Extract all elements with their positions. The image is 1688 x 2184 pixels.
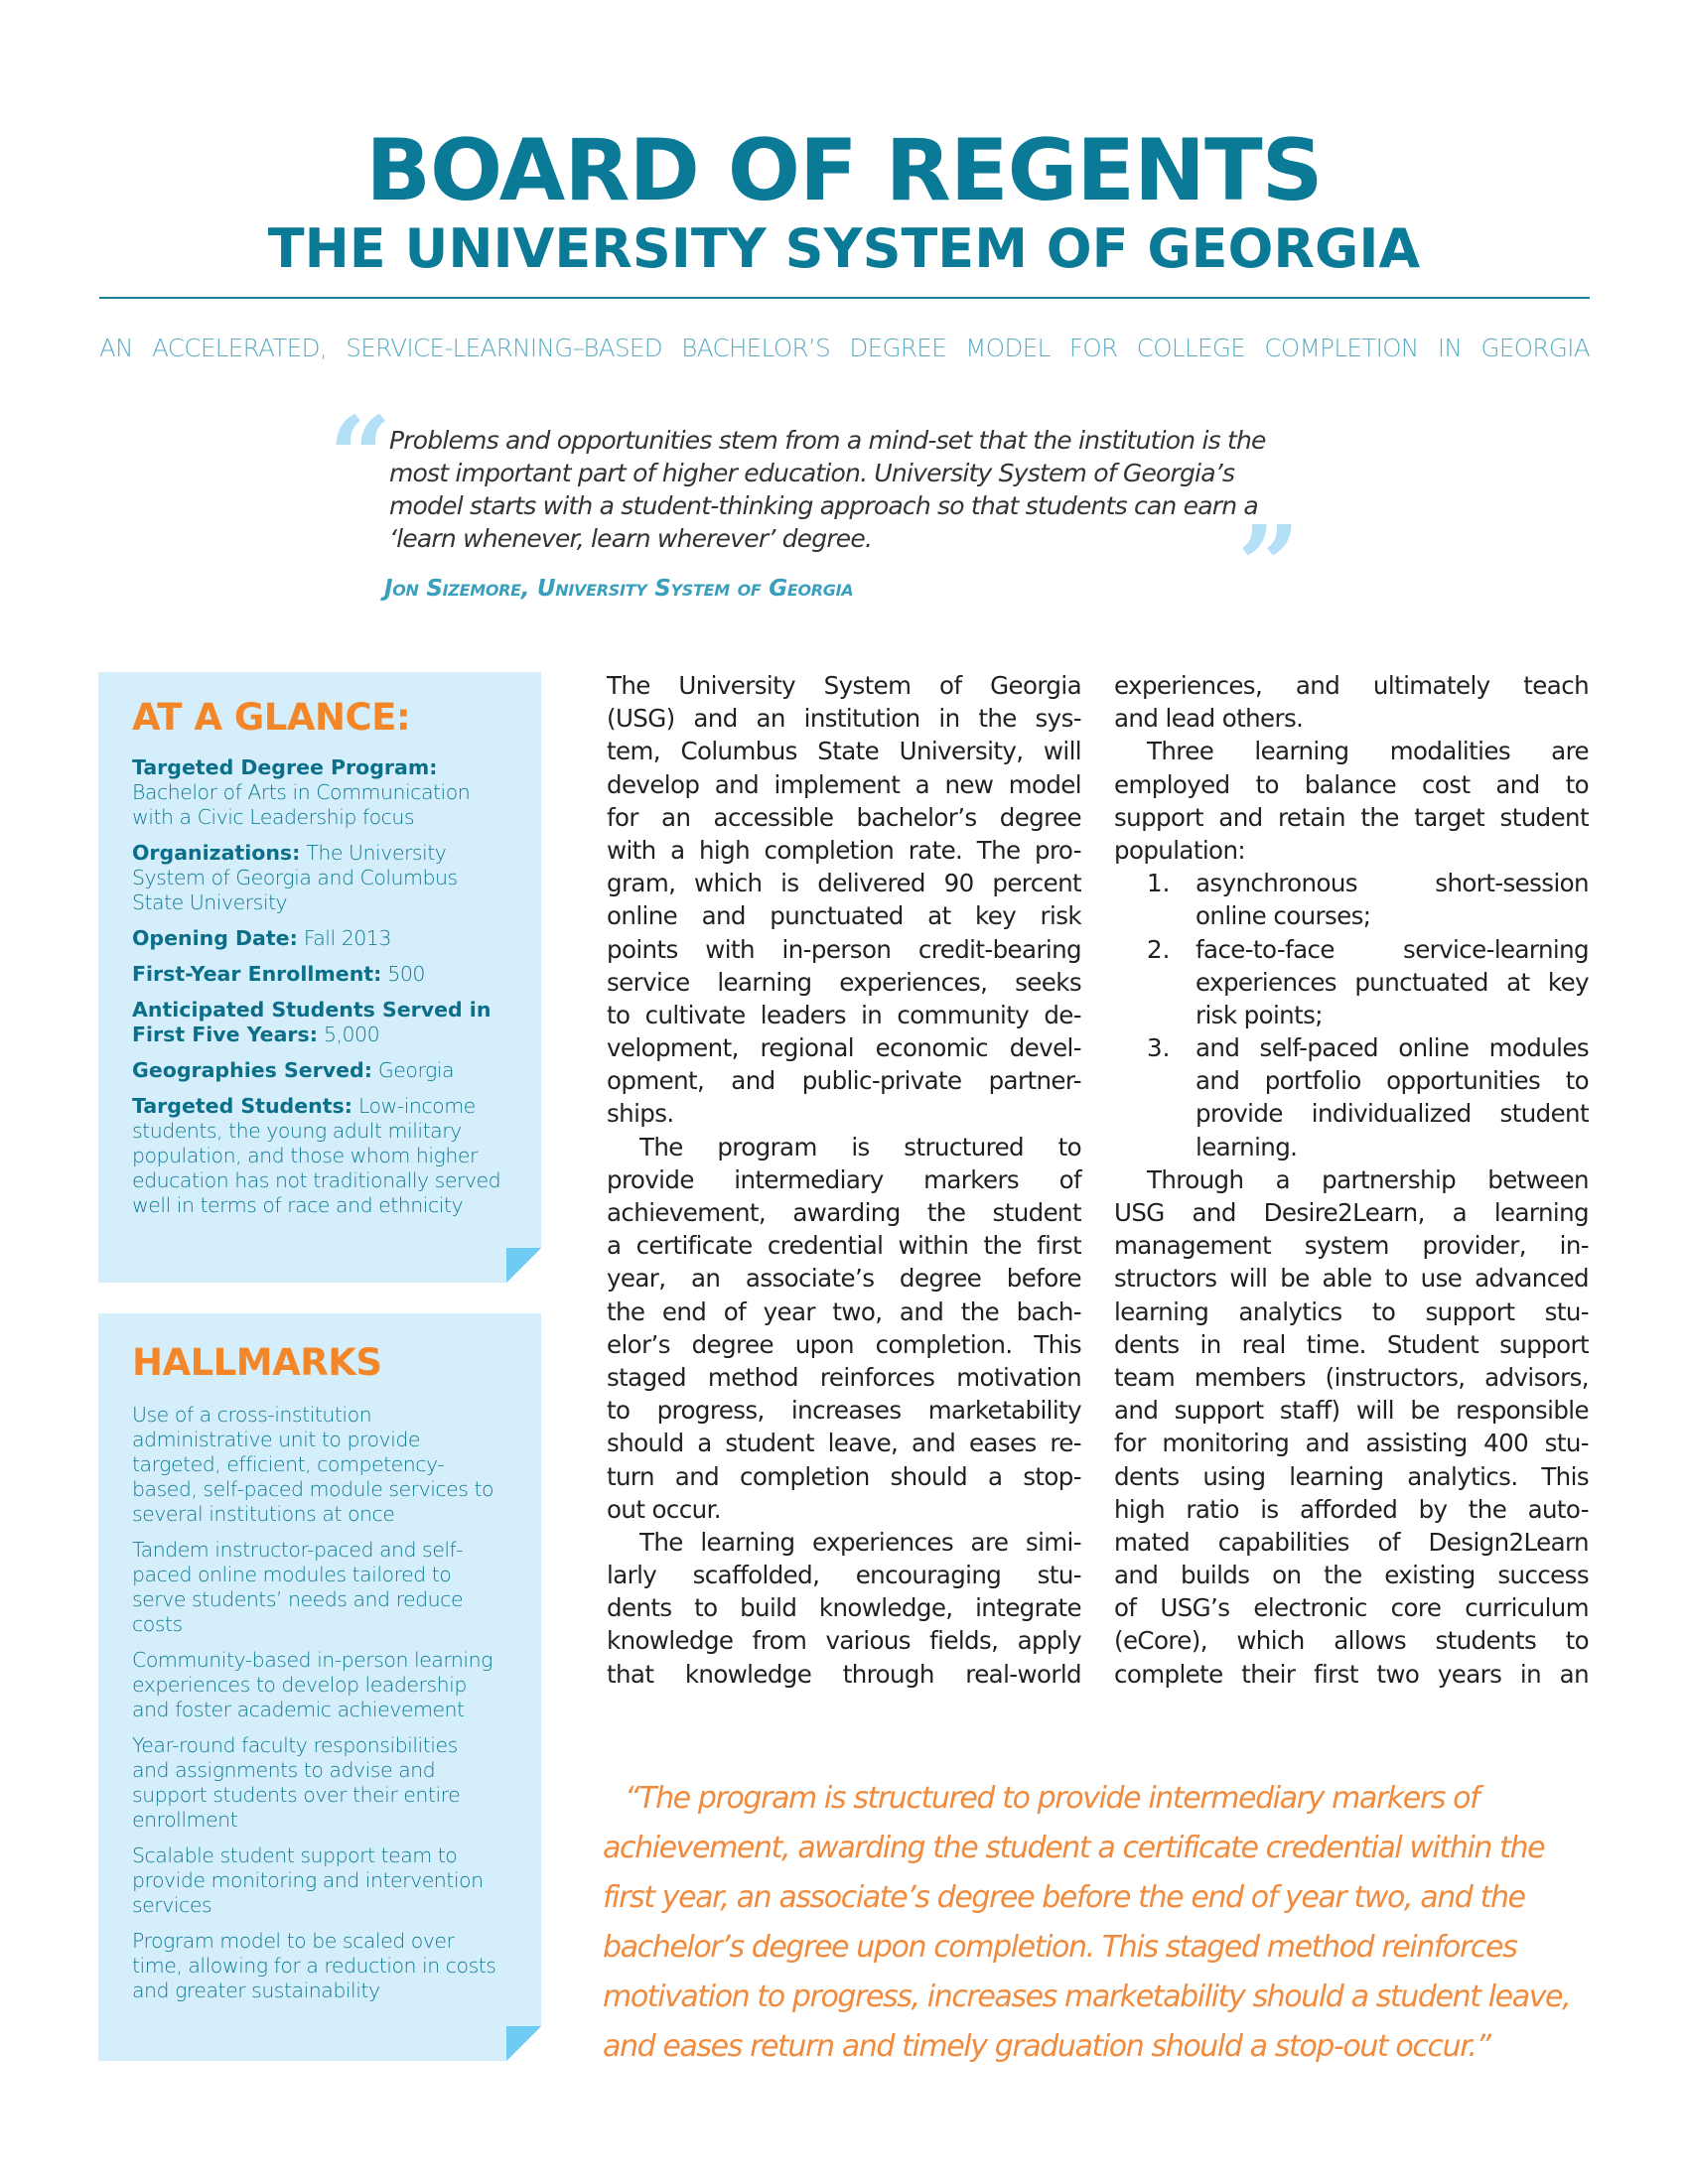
- body-line: USG and Desire2Learn, a learning: [1114, 1198, 1589, 1227]
- body-line: learning.: [1196, 1132, 1298, 1161]
- hallmark-item: [132, 1733, 529, 1833]
- body-line: larly scaffolded, encouraging stu-: [607, 1561, 1081, 1590]
- body-line: (USG) and an institution in the sys-: [607, 704, 1081, 734]
- quote-line: most important part of higher education. University System of Georgia’s: [389, 459, 1235, 487]
- hallmark-line: Year-round faculty responsibilities: [132, 1733, 458, 1757]
- hallmark-item: [132, 1843, 529, 1918]
- hallmark-line: provide monitoring and intervention: [132, 1868, 484, 1892]
- page-fold-corner-icon: [506, 2026, 541, 2061]
- modality-list-item: [1114, 867, 1589, 932]
- close-quote-icon: ”: [1237, 501, 1301, 629]
- body-line: and portfolio opportunities to: [1196, 1066, 1589, 1096]
- at-a-glance-box: [98, 672, 541, 1283]
- quote-line: Problems and opportunities stem from a mind-set that the institution is the: [389, 426, 1266, 455]
- body-line: the end of year two, and the bach-: [607, 1297, 1081, 1326]
- body-line: year, an associate’s degree before: [607, 1264, 1081, 1294]
- list-number: 3.: [1147, 1033, 1171, 1063]
- glance-value: Low-income: [352, 1094, 476, 1118]
- hallmark-line: Scalable student support team to: [132, 1843, 458, 1867]
- hallmark-line: serve students’ needs and reduce: [132, 1587, 464, 1611]
- body-line: velopment, regional economic devel-: [607, 1033, 1081, 1063]
- body-line: to progress, increases marketability: [607, 1396, 1081, 1426]
- body-line: develop and implement a new model: [607, 769, 1081, 799]
- body-line: a certificate credential within the first: [607, 1231, 1081, 1261]
- quote-line: ‘learn whenever, learn wherever’ degree.: [389, 524, 873, 553]
- glance-label: Targeted Students:: [132, 1094, 352, 1118]
- body-line: structors will be able to use advanced: [1114, 1264, 1589, 1294]
- hallmark-line: costs: [132, 1612, 183, 1636]
- hallmark-line: paced online modules tailored to: [132, 1563, 452, 1586]
- modality-list-item: [1114, 1031, 1589, 1163]
- body-line: of USG’s electronic core curriculum: [1114, 1593, 1589, 1623]
- hallmark-line: and assignments to advise and: [132, 1758, 436, 1782]
- body-line: gram, which is delivered 90 percent: [607, 869, 1081, 898]
- page-fold-corner-icon: [506, 1248, 541, 1283]
- at-a-glance-list: [132, 755, 529, 1229]
- list-number: 2.: [1147, 934, 1171, 964]
- intro-quote: [389, 424, 1283, 555]
- glance-value: System of Georgia and Columbus: [132, 866, 458, 889]
- page-title: BOARD OF REGENTS: [365, 121, 1323, 220]
- hallmark-item: [132, 1648, 529, 1722]
- hallmark-line: experiences to develop leadership: [132, 1673, 467, 1697]
- body-line: and self-paced online modules: [1196, 1033, 1589, 1063]
- glance-label: Targeted Degree Program:: [132, 755, 438, 779]
- page-subtitle: THE UNIVERSITY SYSTEM OF GEORGIA: [267, 217, 1421, 280]
- body-line: tem, Columbus State University, will: [607, 737, 1081, 766]
- body-line: opment, and public-private partner-: [607, 1066, 1081, 1096]
- pull-quote-line: achievement, awarding the student a certificate credential within the: [603, 1831, 1545, 1865]
- hallmark-item: [132, 1538, 529, 1637]
- hallmark-line: and greater sustainability: [132, 1979, 380, 2002]
- body-line: experiences, and ultimately teach: [1114, 671, 1589, 700]
- glance-value: 500: [381, 962, 425, 986]
- modality-list-item: [1114, 933, 1589, 1032]
- body-line: for monitoring and assisting 400 stu-: [1114, 1429, 1589, 1458]
- glance-value: State University: [132, 890, 288, 914]
- hallmark-line: several institutions at once: [132, 1502, 395, 1526]
- glance-value: students, the young adult military: [132, 1119, 462, 1143]
- body-line: The program is structured to: [639, 1132, 1081, 1161]
- glance-item-opening-date: [132, 926, 529, 951]
- body-line: points with in-person credit-bearing: [607, 934, 1081, 964]
- glance-value: well in terms of race and ethnicity: [132, 1193, 464, 1217]
- body-line: team members (instructors, advisors,: [1114, 1362, 1589, 1392]
- body-line: to cultivate leaders in community de-: [607, 1000, 1081, 1029]
- glance-item-targeted-students: [132, 1094, 529, 1218]
- glance-label: First-Year Enrollment:: [132, 962, 382, 986]
- body-line: mated capabilities of Design2Learn: [1114, 1527, 1589, 1557]
- glance-value: education has not traditionally served: [132, 1168, 501, 1192]
- body-line: learning analytics to support stu-: [1114, 1297, 1589, 1326]
- pull-quote-line: motivation to progress, increases marketability should a student leave,: [603, 1979, 1571, 2014]
- glance-label: Organizations:: [132, 841, 301, 865]
- body-line: achievement, awarding the student: [607, 1198, 1081, 1227]
- hallmark-line: Tandem instructor-paced and self-: [132, 1538, 464, 1562]
- body-line: population:: [1114, 835, 1246, 865]
- hallmark-line: targeted, efficient, competency-: [132, 1452, 445, 1476]
- glance-label: Geographies Served:: [132, 1058, 372, 1082]
- quote-attribution: Jon Sizemore, University System of Georgia: [384, 576, 854, 602]
- body-line: and builds on the existing success: [1114, 1561, 1589, 1590]
- body-line: knowledge from various fields, apply: [607, 1626, 1081, 1656]
- pull-quote-line: bachelor’s degree upon completion. This staged method reinforces: [603, 1930, 1517, 1965]
- glance-value: population, and those whom higher: [132, 1144, 478, 1167]
- body-line: (eCore), which allows students to: [1114, 1626, 1589, 1656]
- body-line: dents to build knowledge, integrate: [607, 1593, 1081, 1623]
- glance-item-geographies: [132, 1058, 529, 1083]
- body-line: provide individualized student: [1196, 1099, 1589, 1129]
- body-line: experiences punctuated at key: [1196, 967, 1589, 997]
- body-line: Through a partnership between: [1147, 1164, 1589, 1194]
- body-column-2: [1114, 669, 1589, 1691]
- body-line: high ratio is afforded by the auto-: [1114, 1494, 1589, 1524]
- glance-value: with a Civic Leadership focus: [132, 805, 415, 829]
- hallmark-item: [132, 1403, 529, 1527]
- body-line: service learning experiences, seeks: [607, 967, 1081, 997]
- body-line: turn and completion should a stop-: [607, 1461, 1081, 1491]
- body-line: The learning experiences are simi-: [639, 1527, 1081, 1557]
- hallmark-line: Community-based in-person learning: [132, 1648, 492, 1672]
- body-line: complete their first two years in an: [1114, 1659, 1589, 1689]
- hallmarks-heading: HALLMARKS: [132, 1341, 382, 1384]
- body-line: online courses;: [1196, 901, 1371, 931]
- hallmark-line: Use of a cross-institution: [132, 1403, 372, 1427]
- body-line: asynchronous short-session: [1196, 869, 1589, 898]
- body-line: staged method reinforces motivation: [607, 1362, 1081, 1392]
- header-divider: [99, 297, 1590, 299]
- body-line: The University System of Georgia: [607, 671, 1081, 700]
- glance-label: Opening Date:: [132, 926, 298, 950]
- body-line: dents using learning analytics. This: [1114, 1461, 1589, 1491]
- open-quote-icon: “: [329, 392, 392, 520]
- body-line: should a student leave, and eases re-: [607, 1429, 1081, 1458]
- glance-value: The University: [300, 841, 447, 865]
- glance-item-degree: [132, 755, 529, 830]
- pull-quote: [603, 1774, 1596, 2072]
- body-line: and lead others.: [1114, 704, 1304, 734]
- hallmark-line: services: [132, 1893, 212, 1917]
- pull-quote-line: and eases return and timely graduation should a stop-out occur.”: [603, 2029, 1490, 2064]
- glance-value: Georgia: [371, 1058, 455, 1082]
- glance-value: Fall 2013: [297, 926, 391, 950]
- hallmark-line: support students over their entire: [132, 1783, 461, 1807]
- hallmark-line: Program model to be scaled over: [132, 1929, 455, 1953]
- glance-item-anticipated: [132, 998, 529, 1047]
- glance-item-enrollment: [132, 962, 529, 987]
- body-line: for an accessible bachelor’s degree: [607, 802, 1081, 832]
- hallmarks-box: [98, 1313, 541, 2061]
- glance-value: 5,000: [317, 1023, 380, 1046]
- at-a-glance-heading: AT A GLANCE:: [132, 696, 411, 739]
- quote-line: model starts with a student-thinking approach so that students can earn a: [389, 491, 1258, 520]
- hallmark-line: enrollment: [132, 1808, 238, 1832]
- pull-quote-line: “The program is structured to provide intermediary markers of: [625, 1781, 1479, 1816]
- body-line: that knowledge through real-world: [607, 1659, 1081, 1689]
- body-line: elor’s degree upon completion. This: [607, 1329, 1081, 1359]
- body-line: face-to-face service-learning: [1196, 934, 1589, 964]
- hallmarks-list: [132, 1403, 529, 2014]
- body-line: ships.: [607, 1099, 674, 1129]
- hallmark-line: administrative unit to provide: [132, 1428, 420, 1451]
- pull-quote-line: first year, an associate’s degree before the end of year two, and the: [603, 1880, 1525, 1915]
- glance-item-organizations: [132, 841, 529, 915]
- body-line: provide intermediary markers of: [607, 1164, 1081, 1194]
- body-line: and support staff) will be responsible: [1114, 1396, 1589, 1426]
- hallmark-item: [132, 1929, 529, 2003]
- body-line: dents in real time. Student support: [1114, 1329, 1589, 1359]
- glance-label: Anticipated Students Served in: [132, 998, 492, 1022]
- body-line: online and punctuated at key risk: [607, 901, 1081, 931]
- body-line: employed to balance cost and to: [1114, 769, 1589, 799]
- hallmark-line: based, self-paced module services to: [132, 1477, 494, 1501]
- body-line: out occur.: [607, 1494, 721, 1524]
- body-line: support and retain the target student: [1114, 802, 1589, 832]
- list-number: 1.: [1147, 869, 1171, 898]
- glance-label: First Five Years:: [132, 1023, 318, 1046]
- tagline: AN ACCELERATED, SERVICE-LEARNING–BASED BACHELOR’S DEGREE MODEL FOR COLLEGE COMPLETION IN GEORGIA: [99, 334, 1590, 362]
- glance-value: Bachelor of Arts in Communication: [132, 780, 471, 804]
- body-line: Three learning modalities are: [1147, 737, 1589, 766]
- body-column-1: [607, 669, 1081, 1691]
- body-line: management system provider, in-: [1114, 1231, 1589, 1261]
- hallmark-line: and foster academic achievement: [132, 1698, 465, 1721]
- hallmark-line: time, allowing for a reduction in costs: [132, 1954, 496, 1978]
- body-line: with a high completion rate. The pro-: [607, 835, 1081, 865]
- body-line: risk points;: [1196, 1000, 1323, 1029]
